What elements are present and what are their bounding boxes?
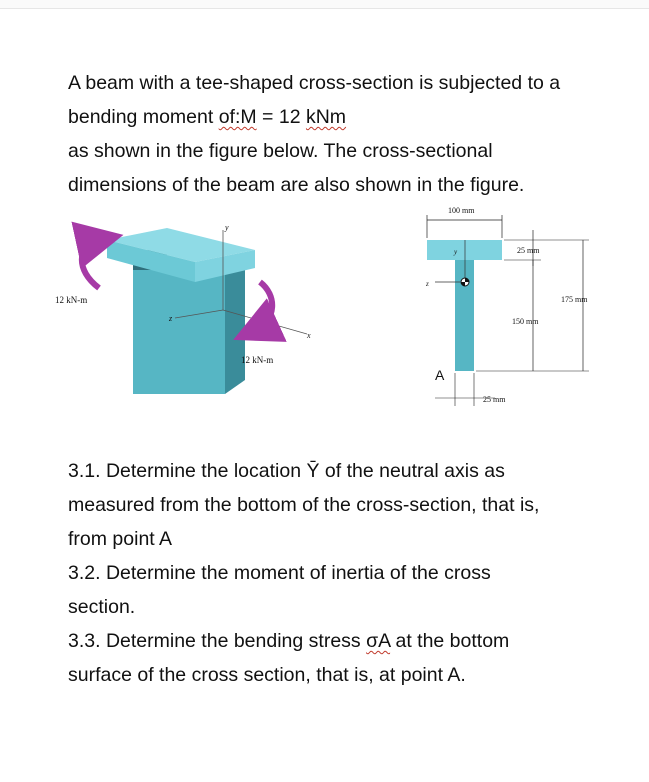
axis-y-label: y <box>225 223 229 232</box>
spellcheck-of-m: of:M <box>218 106 257 128</box>
spellcheck-knm: kNm <box>305 106 347 128</box>
problem-intro <box>68 66 628 202</box>
axis-x-label: x <box>307 331 311 340</box>
q1-line-3: from point A <box>68 528 173 550</box>
cs-axis-y-label: y <box>454 248 458 256</box>
intro-line-2 <box>68 100 628 134</box>
dim-total-height-label: 175 mm <box>561 295 588 304</box>
point-a-label: A <box>435 367 445 383</box>
left-moment-label: 12 kN-m <box>55 295 88 305</box>
dim-flange-width-label: 100 mm <box>448 206 475 215</box>
q1-line-2: measured from the bottom of the cross-section, that is, <box>68 494 540 516</box>
intro-line-3: as shown in the figure below. The cross-sectional <box>68 140 493 162</box>
beam-3d <box>55 223 311 394</box>
questions <box>68 454 628 692</box>
intro-line-2-a: bending moment <box>68 106 219 128</box>
beam-web-front <box>133 270 225 394</box>
q2-line-2: section. <box>68 596 136 618</box>
cs-flange <box>427 240 502 260</box>
cross-section <box>425 206 589 406</box>
page-top-edge <box>0 0 649 9</box>
q3-line-1-b: at the bottom <box>390 630 510 652</box>
dim-web-height-label: 150 mm <box>512 317 539 326</box>
intro-line-4: dimensions of the beam are also shown in the figure. <box>68 174 525 196</box>
q1-line-1: 3.1. Determine the location Ȳ of the neutral axis as <box>68 460 505 482</box>
q3-line-1-a: 3.3. Determine the bending stress <box>68 630 367 652</box>
dim-flange-thickness-label: 25 mm <box>517 246 540 255</box>
intro-line-2-b: = 12 <box>256 106 306 128</box>
beam-figure <box>55 200 615 415</box>
beam-web-shade <box>225 260 245 394</box>
intro-line-1: A beam with a tee-shaped cross-section is subjected to a <box>68 72 561 94</box>
right-moment-arrow <box>255 282 272 330</box>
right-moment-label: 12 kN-m <box>241 355 274 365</box>
axis-z-label: z <box>169 314 173 323</box>
spellcheck-sigma-a: σA <box>366 630 391 652</box>
q3-line-1 <box>68 624 628 658</box>
cs-axis-z-label: z <box>426 280 429 288</box>
q2-line-1: 3.2. Determine the moment of inertia of the cross <box>68 562 491 584</box>
dim-web-width-label: 25 mm <box>483 395 506 404</box>
cs-web <box>455 260 474 371</box>
left-moment-arrow <box>82 240 100 288</box>
q3-line-2: surface of the cross section, that is, at point A. <box>68 664 466 686</box>
